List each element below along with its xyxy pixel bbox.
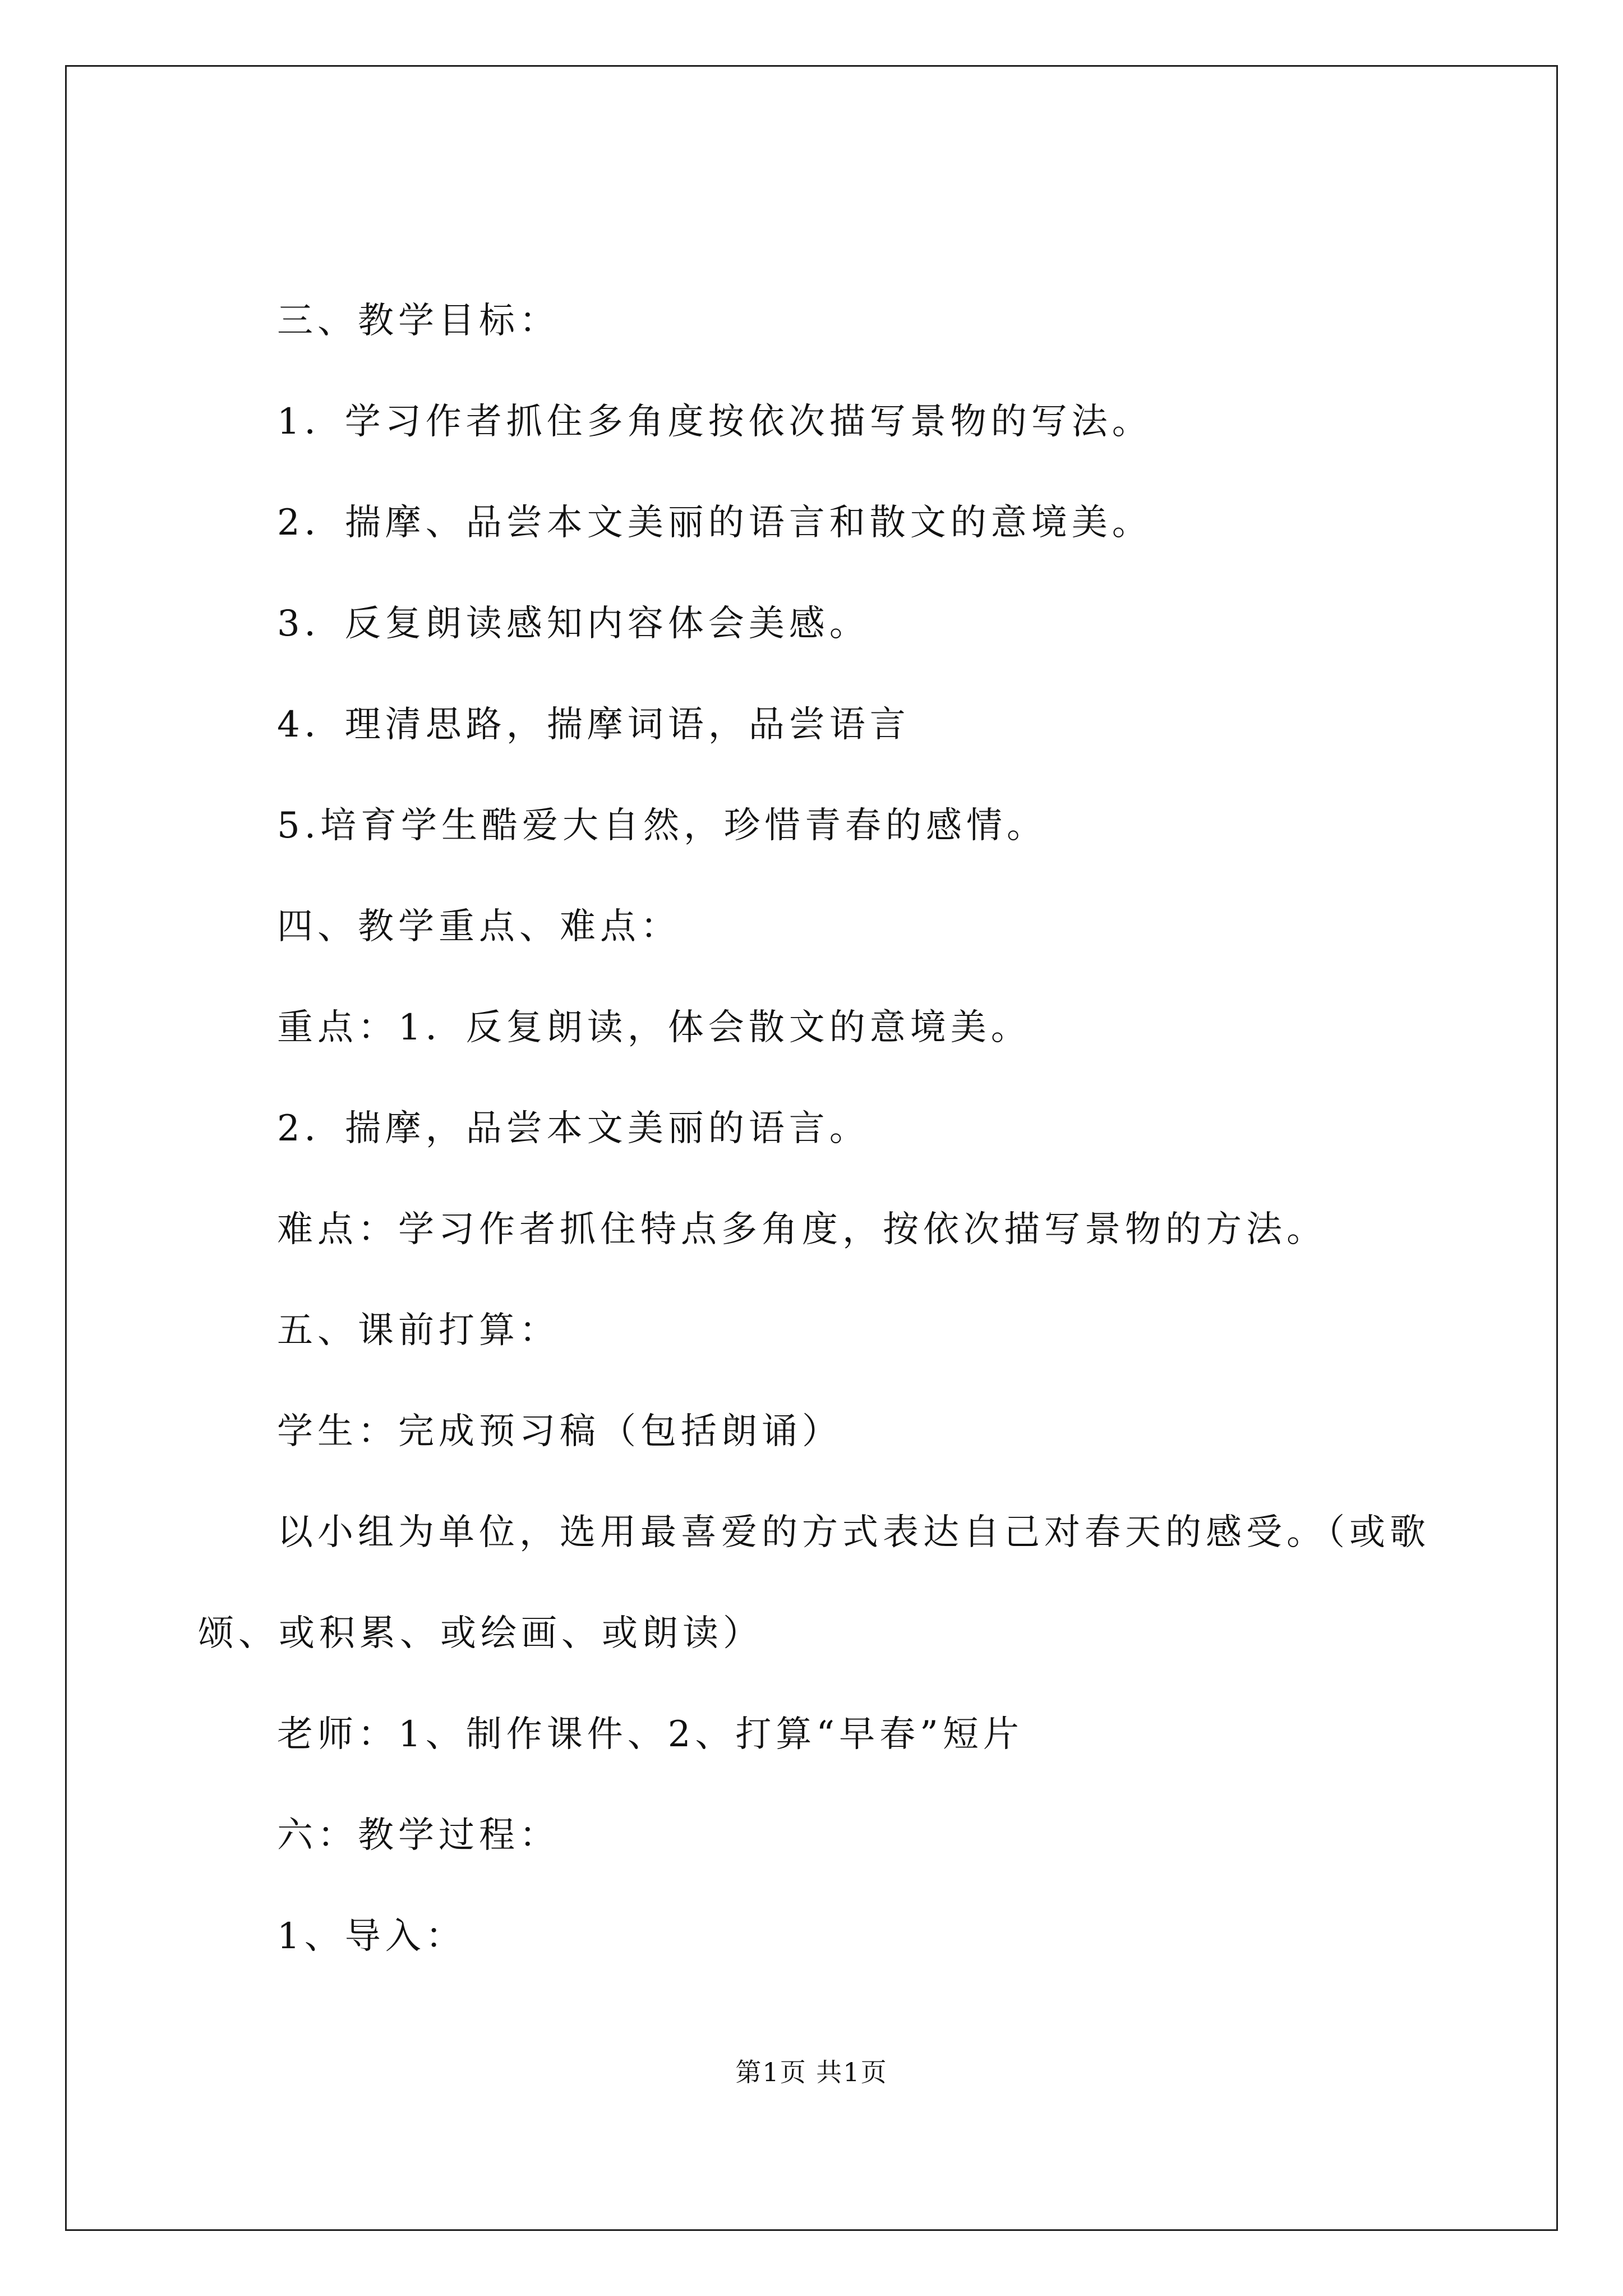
heading-teaching-goals: 三、教学目标： bbox=[277, 300, 560, 342]
difficult-point: 难点：学习作者抓住特点多角度，按依次描写景物的方法。 bbox=[277, 1209, 1327, 1250]
teacher-prep: 老师：1、制作课件、2、打算“早春”短片 bbox=[277, 1714, 1023, 1755]
key-point-2: 2．揣摩，品尝本文美丽的语言。 bbox=[277, 1108, 870, 1149]
goal-4: 4．理清思路，揣摩词语，品尝语言 bbox=[277, 704, 910, 746]
group-activity-continued: 颂、或积累、或绘画、或朗读） bbox=[198, 1613, 763, 1654]
page-number-footer: 第1页 共1页 bbox=[735, 2057, 888, 2087]
goal-3: 3．反复朗读感知内容体会美感。 bbox=[277, 603, 870, 645]
goal-5: 5.培育学生酷爱大自然，珍惜青春的感情。 bbox=[277, 805, 1048, 846]
heading-teaching-process: 六：教学过程： bbox=[277, 1815, 560, 1856]
goal-2: 2．揣摩、品尝本文美丽的语言和散文的意境美。 bbox=[277, 502, 1152, 544]
key-point-1: 重点：1．反复朗读，体会散文的意境美。 bbox=[277, 1007, 1031, 1048]
page-border bbox=[65, 65, 1558, 2231]
step-introduction: 1、导入： bbox=[277, 1916, 466, 1957]
heading-key-points: 四、教学重点、难点： bbox=[277, 906, 681, 947]
document-body bbox=[67, 67, 1556, 2229]
heading-preparation: 五、课前打算： bbox=[277, 1310, 560, 1351]
goal-1: 1．学习作者抓住多角度按依次描写景物的写法。 bbox=[277, 401, 1152, 443]
student-prep: 学生：完成预习稿（包括朗诵） bbox=[277, 1411, 842, 1452]
group-activity: 以小组为单位，选用最喜爱的方式表达自己对春天的感受。（或歌 bbox=[277, 1512, 1430, 1553]
